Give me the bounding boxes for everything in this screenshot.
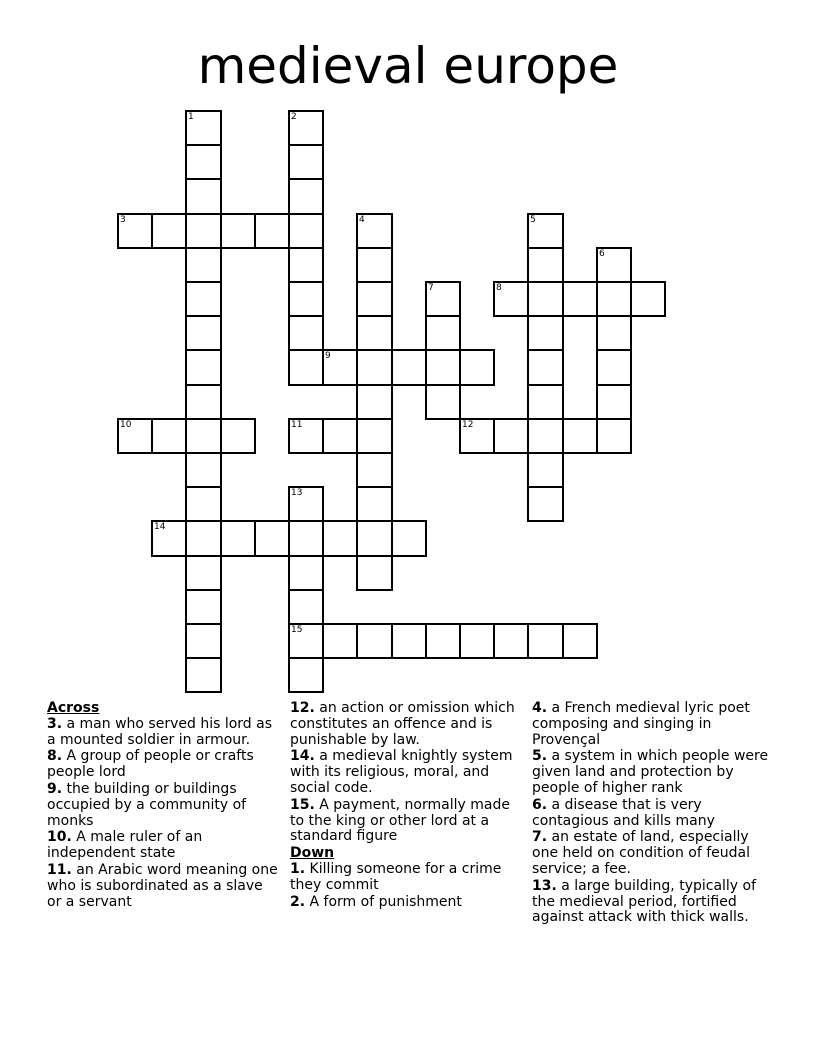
grid-cell[interactable] [459, 349, 495, 386]
grid-cell[interactable] [288, 281, 324, 317]
grid-cell[interactable] [288, 418, 324, 454]
clues-column-2 [290, 701, 522, 911]
grid-cell[interactable] [288, 144, 324, 180]
grid-number: 12 [462, 420, 474, 430]
clue-down-2: 2. A form of punishment [290, 893, 462, 910]
puzzle-title: medieval europe [197, 37, 619, 95]
grid-cell[interactable] [254, 213, 290, 249]
grid-cell[interactable] [322, 520, 358, 557]
grid-cell[interactable] [596, 418, 632, 454]
clues-column-3 [532, 701, 772, 927]
grid-cell[interactable] [151, 213, 187, 249]
grid-cell[interactable] [356, 623, 393, 659]
down-header: Down [290, 845, 335, 862]
grid-cell[interactable] [596, 349, 632, 386]
grid-cell[interactable] [254, 520, 290, 557]
grid-cell[interactable] [151, 520, 187, 557]
grid-cell[interactable] [288, 555, 324, 591]
grid-number: 9 [325, 351, 331, 361]
grid-cell[interactable] [185, 349, 222, 386]
grid-cell[interactable] [288, 623, 324, 659]
grid-number: 13 [291, 488, 303, 498]
clue-across-3: 3. a man who served his lord as a mounted soldier in armour. [47, 715, 273, 748]
grid-cell[interactable] [391, 623, 427, 659]
grid-cell[interactable] [220, 213, 256, 249]
grid-cell[interactable] [356, 349, 393, 386]
grid-cell[interactable] [220, 418, 256, 454]
grid-number: 15 [291, 625, 303, 635]
grid-cell[interactable] [288, 486, 324, 522]
grid-cell[interactable] [562, 623, 598, 659]
grid-number: 10 [120, 420, 132, 430]
grid-cell[interactable] [322, 349, 358, 386]
grid-cell[interactable] [459, 623, 495, 659]
grid-number: 5 [530, 215, 536, 225]
grid-cell[interactable] [185, 384, 222, 420]
clue-across-9: 9. the building or buildings occupied by a community of monks [47, 780, 247, 829]
grid-cell[interactable] [596, 384, 632, 420]
grid-cell[interactable] [356, 247, 393, 283]
clue-across-10: 10. A male ruler of an independent state [47, 829, 203, 862]
grid-cell[interactable] [425, 315, 461, 351]
clue-across-14: 14. a medieval knightly system with its religious, moral, and social code. [290, 748, 513, 796]
grid-cell[interactable] [288, 178, 324, 215]
grid-cell[interactable] [527, 384, 564, 420]
grid-cell[interactable] [185, 418, 222, 454]
grid-cell[interactable] [425, 349, 461, 386]
grid-cell[interactable] [185, 213, 222, 249]
grid-cell[interactable] [425, 281, 461, 317]
grid-cell[interactable] [630, 281, 666, 317]
across-header: Across [47, 700, 100, 716]
grid-cell[interactable] [288, 657, 324, 693]
grid-cell[interactable] [185, 144, 222, 180]
grid-cell[interactable] [562, 281, 598, 317]
grid-cell[interactable] [356, 281, 393, 317]
grid-cell[interactable] [527, 213, 564, 249]
grid-cell[interactable] [527, 486, 564, 522]
grid-cell[interactable] [493, 623, 529, 659]
grid-cell[interactable] [220, 520, 256, 557]
grid-cell[interactable] [185, 555, 222, 591]
clue-across-8: 8. A group of people or crafts people lord [47, 748, 254, 781]
grid-cell[interactable] [288, 213, 324, 249]
grid-cell[interactable] [185, 110, 222, 146]
grid-cell[interactable] [288, 520, 324, 557]
clue-down-1: 1. Killing someone for a crime they commit [290, 860, 502, 893]
grid-cell[interactable] [493, 418, 529, 454]
clues-column-1 [47, 701, 279, 911]
grid-cell[interactable] [527, 452, 564, 488]
grid-cell[interactable] [425, 623, 461, 659]
grid-cell[interactable] [356, 486, 393, 522]
grid-cell[interactable] [288, 349, 324, 386]
grid-cell[interactable] [356, 555, 393, 591]
grid-number: 11 [291, 420, 303, 430]
grid-cell[interactable] [356, 520, 393, 557]
grid-cell[interactable] [322, 418, 358, 454]
grid-cell[interactable] [459, 418, 495, 454]
clue-down-7: 7. an estate of land, especially one held on condition of feudal service; a fee. [532, 829, 750, 877]
grid-cell[interactable] [356, 213, 393, 249]
grid-cell[interactable] [185, 657, 222, 693]
grid-cell[interactable] [527, 349, 564, 386]
grid-cell[interactable] [185, 452, 222, 488]
grid-cell[interactable] [596, 315, 632, 351]
grid-cell[interactable] [288, 247, 324, 283]
grid-number: 6 [599, 249, 605, 259]
grid-cell[interactable] [117, 213, 153, 249]
clue-down-13: 13. a large building, typically of the medieval period, fortified against attack with thick walls. [532, 877, 757, 926]
grid-cell[interactable] [322, 623, 358, 659]
grid-cell[interactable] [117, 418, 153, 454]
grid-cell[interactable] [185, 623, 222, 659]
grid-cell[interactable] [425, 384, 461, 420]
grid-number: 14 [154, 522, 166, 532]
grid-cell[interactable] [356, 315, 393, 351]
grid-cell[interactable] [493, 281, 529, 317]
grid-cell[interactable] [596, 247, 632, 283]
grid-cell[interactable] [527, 247, 564, 283]
grid-cell[interactable] [185, 520, 222, 557]
grid-cell[interactable] [288, 315, 324, 351]
grid-cell[interactable] [185, 486, 222, 522]
grid-number: 8 [496, 283, 502, 293]
grid-cell[interactable] [288, 589, 324, 625]
grid-number: 4 [359, 215, 365, 225]
grid-cell[interactable] [151, 418, 187, 454]
grid-number: 2 [291, 112, 297, 122]
grid-cell[interactable] [562, 418, 598, 454]
grid-cell[interactable] [288, 110, 324, 146]
grid-cell[interactable] [185, 247, 222, 283]
grid-cell[interactable] [527, 623, 564, 659]
clue-across-12: 12. an action or omission which constitutes an offence and is punishable by law. [290, 700, 515, 748]
clue-down-6: 6. a disease that is very contagious and kills many [532, 796, 715, 829]
grid-cell[interactable] [527, 418, 564, 454]
grid-cell[interactable] [391, 520, 427, 557]
grid-cell[interactable] [185, 315, 222, 351]
grid-number: 3 [120, 215, 126, 225]
grid-cell[interactable] [527, 315, 564, 351]
grid-cell[interactable] [527, 281, 564, 317]
clue-across-15: 15. A payment, normally made to the king or other lord at a standard figure [290, 796, 510, 845]
grid-cell[interactable] [356, 452, 393, 488]
clue-across-11: 11. an Arabic word meaning one who is subordinated as a slave or a servant [47, 861, 278, 910]
grid-cell[interactable] [391, 349, 427, 386]
grid-cell[interactable] [185, 281, 222, 317]
grid-cell[interactable] [356, 384, 393, 420]
grid-cell[interactable] [596, 281, 632, 317]
grid-number: 7 [428, 283, 434, 293]
grid-cell[interactable] [356, 418, 393, 454]
grid-cell[interactable] [185, 589, 222, 625]
grid-number: 1 [188, 112, 194, 122]
clue-down-5: 5. a system in which people were given land and protection by people of higher rank [532, 748, 769, 796]
grid-cell[interactable] [185, 178, 222, 215]
clue-down-4: 4. a French medieval lyric poet composing and singing in Provençal [532, 700, 750, 748]
